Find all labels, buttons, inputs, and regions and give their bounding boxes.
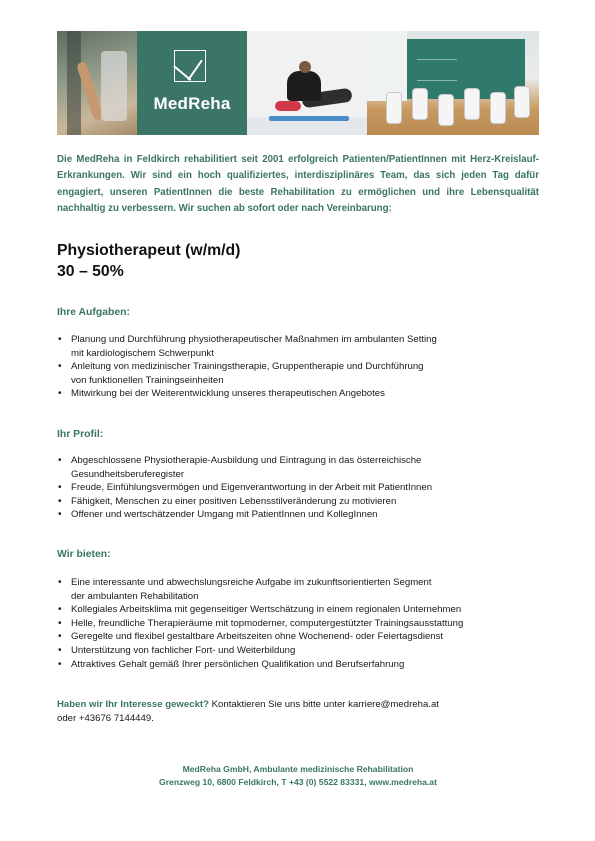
list-item	[57, 508, 539, 522]
list-item-text: Attraktives Gehalt gemäß Ihrer persönlichen Qualifikation und Berufserfahrung	[71, 658, 405, 670]
contact-phone: oder +43676 7144449.	[57, 713, 154, 724]
list-item-text: Gesundheitsberuferegister	[71, 468, 185, 480]
footer-address: Grenzweg 10, 6800 Feldkirch, T +43 (0) 5522 83331, www.medreha.at	[159, 777, 437, 787]
list-item-text: Planung und Durchführung physiotherapeutischer Maßnahmen im ambulanten Setting	[71, 334, 437, 345]
heading-bieten: Wir bieten:	[57, 549, 111, 560]
list-item-text: Unterstützung von fachlicher Fort- und Weiterbildung	[71, 644, 296, 656]
list-item	[57, 360, 539, 387]
list-item-text: Helle, freundliche Therapieräume mit topmoderner, computergestützter Trainingsausstattung	[71, 617, 464, 629]
job-title-line: Physiotherapeut (w/m/d)	[57, 242, 241, 259]
header-banner	[57, 31, 539, 135]
list-item-text: Fähigkeit, Menschen zu einer positiven Lebensstilveränderung zu motivieren	[71, 495, 397, 507]
list-item	[57, 644, 539, 658]
photo-therapy	[247, 31, 367, 135]
list-item	[57, 630, 539, 644]
logo-text: MedReha	[153, 94, 231, 113]
contact-text: Kontaktieren Sie uns bitte unter karriere@medreha.at	[208, 699, 439, 710]
list-bieten	[57, 576, 539, 671]
heading-aufgaben: Ihre Aufgaben:	[57, 307, 130, 318]
list-item	[57, 481, 539, 495]
list-item-text: Eine interessante und abwechslungsreiche Aufgabe im zukunftsorientierten Segment	[71, 577, 432, 588]
list-item-text: Freude, Einfühlungsvermögen und Eigenverantwortung in der Arbeit mit PatientInnen	[71, 482, 433, 494]
list-item-text: mit kardiologischem Schwerpunkt	[71, 347, 214, 359]
contact-question: Haben wir Ihr Interesse geweckt?	[57, 699, 209, 710]
list-item-text: Abgeschlossene Physiotherapie-Ausbildung und Eintragung in das österreichische	[71, 455, 422, 466]
list-item-text: der ambulanten Rehabilitation	[71, 590, 199, 602]
list-profil	[57, 454, 539, 522]
job-percentage: 30 – 50%	[57, 263, 124, 280]
heading-profil: Ihr Profil:	[57, 429, 104, 440]
list-item-text: Anleitung von medizinischer Trainingstherapie, Gruppentherapie und Durchführung	[71, 361, 424, 373]
list-item	[57, 617, 539, 631]
photo-cycling	[57, 31, 137, 135]
list-item	[57, 576, 539, 603]
list-item-text: Offener und wertschätzender Umgang mit PatientInnen und KollegInnen	[71, 509, 378, 521]
list-item	[57, 495, 539, 509]
list-item-text: von funktionellen Trainingseinheiten	[71, 374, 224, 386]
list-item-text: Geregelte und flexibel gestaltbare Arbeitszeiten ohne Wochenend- oder Feiertagsdienst	[71, 631, 444, 643]
list-aufgaben	[57, 333, 539, 401]
list-item-text: Kollegiales Arbeitsklima mit gegenseitiger Wertschätzung in einem regionalen Unternehmen	[71, 604, 462, 616]
logo-panel	[137, 31, 247, 135]
footer-company: MedReha GmbH, Ambulante medizinische Rehabilitation	[182, 764, 414, 774]
intro-paragraph: Die MedReha in Feldkirch rehabilitiert seit 2001 erfolgreich Patienten/PatientInnen mit Herz-Kreislauf-Erkrankungen. Wir sind ein hoch qualifiziertes, interdisziplinäres Team, das sich jeden Tag dafür engagiert, unseren PatientInnen die beste Rehabilitation zu ermöglichen und ihre Lebensqualität nachhaltig zu verbessern. Wir suchen ab sofort oder nach Vereinbarung:	[57, 154, 539, 215]
list-item-text: Mitwirkung bei der Weiterentwicklung unseres therapeutischen Angebotes	[71, 388, 385, 400]
list-item	[57, 603, 539, 617]
contact-paragraph	[57, 698, 539, 726]
photo-training-room	[367, 31, 539, 135]
job-title	[57, 240, 240, 282]
list-item	[57, 387, 539, 401]
list-item	[57, 658, 539, 672]
list-item	[57, 454, 539, 481]
list-item	[57, 333, 539, 360]
envelope-logo-icon	[174, 50, 206, 82]
